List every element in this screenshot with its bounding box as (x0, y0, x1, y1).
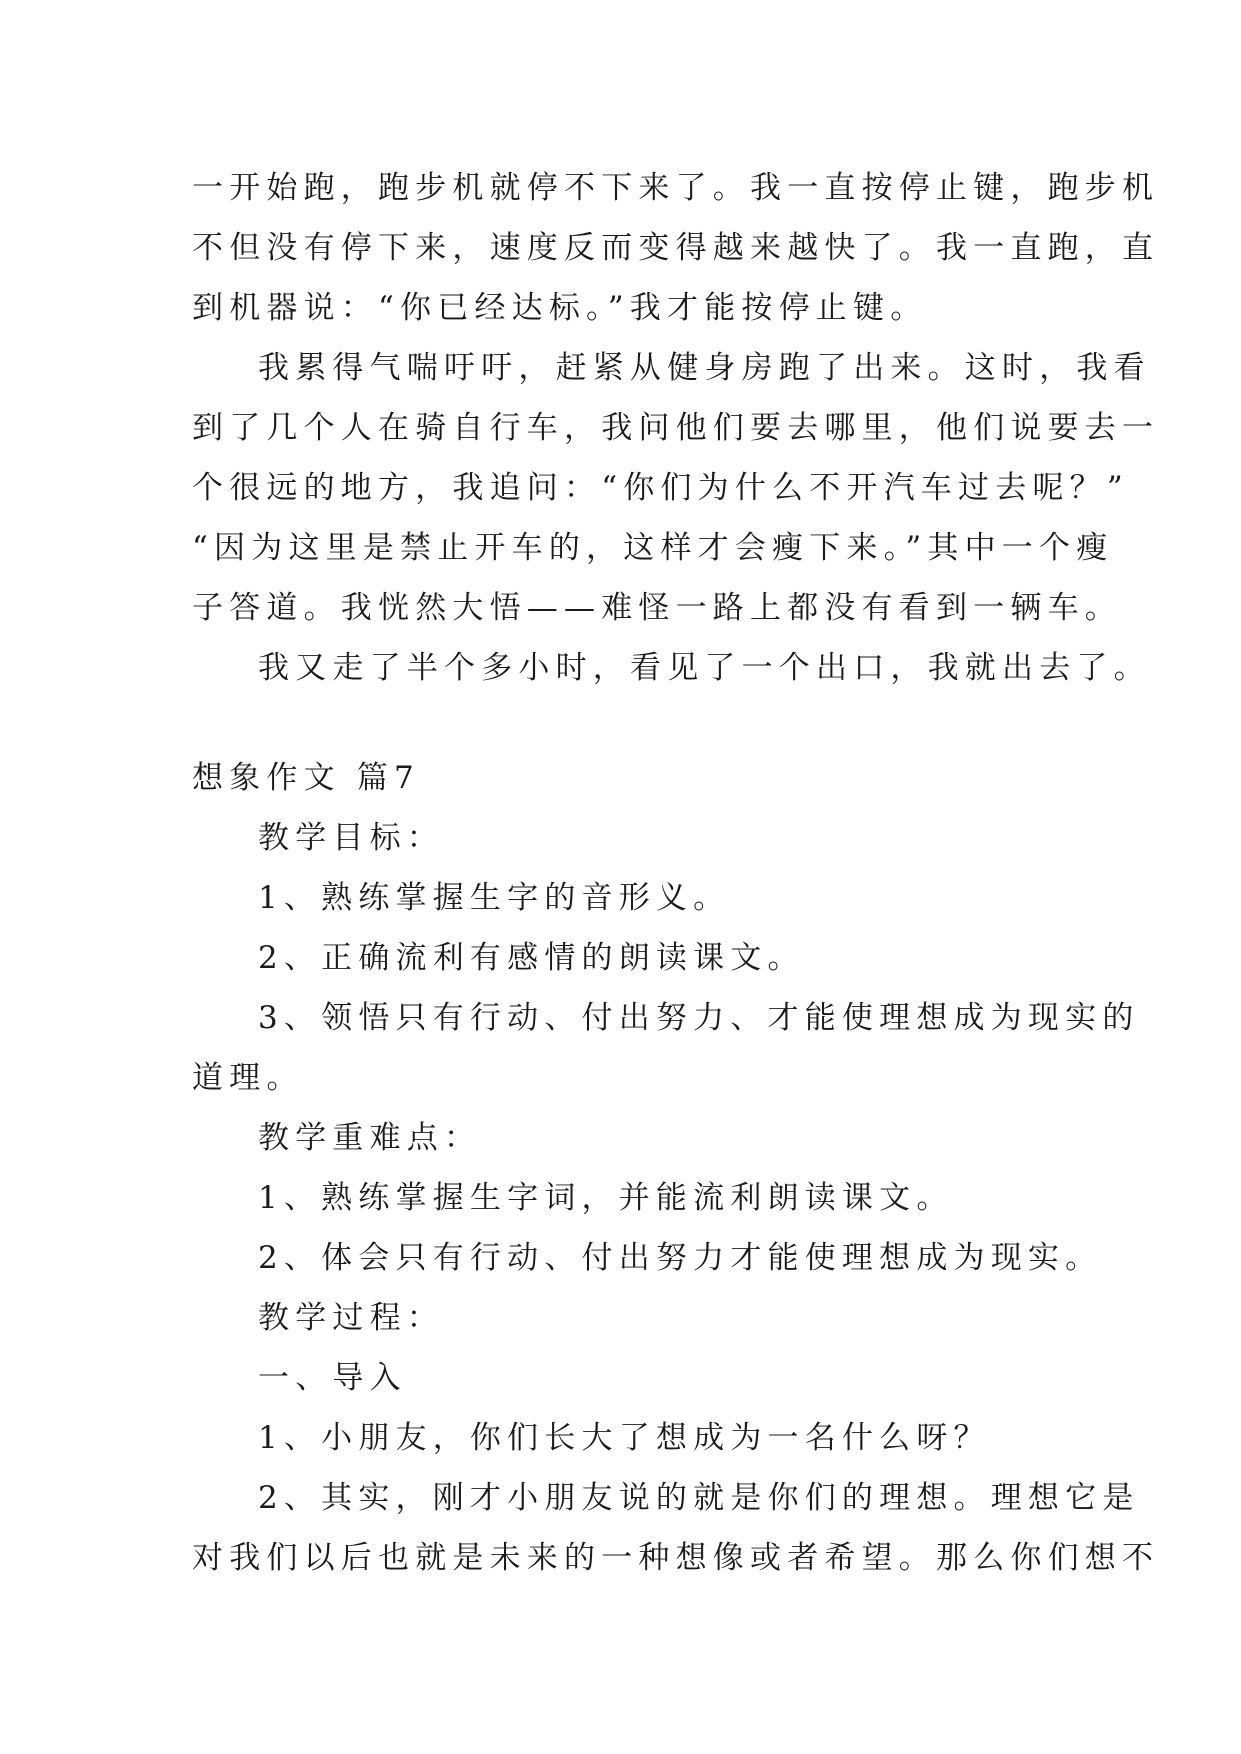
paragraph-line: 教学重难点： (258, 1120, 482, 1156)
paragraph-line: 道理。 (192, 1060, 304, 1096)
paragraph-line: 教学过程： (258, 1300, 444, 1336)
paragraph-line: 1、熟练掌握生字词，并能流利朗读课文。 (258, 1180, 954, 1216)
paragraph-line: 2、体会只有行动、付出努力才能使理想成为现实。 (258, 1240, 1103, 1276)
paragraph-line: 一开始跑，跑步机就停不下来了。我一直按停止键，跑步机 (192, 170, 1160, 206)
paragraph-line: 一、导入 (258, 1360, 407, 1396)
paragraph-line: 1、熟练掌握生字的音形义。 (258, 880, 731, 916)
paragraph-line: 个很远的地方，我追问：“你们为什么不开汽车过去呢？” (192, 470, 1129, 506)
paragraph-line: “因为这里是禁止开车的，这样才会瘦下来。”其中一个瘦 (192, 530, 1114, 566)
paragraph-line: 1、小朋友，你们长大了想成为一名什么呀？ (258, 1420, 991, 1456)
paragraph-line: 2、其实，刚才小朋友说的就是你们的理想。理想它是 (258, 1480, 1140, 1516)
paragraph-line: 不但没有停下来，速度反而变得越来越快了。我一直跑，直 (192, 230, 1160, 266)
paragraph-line: 到机器说：“你已经达标。”我才能按停止键。 (192, 290, 928, 326)
paragraph-line: 3、领悟只有行动、付出努力、才能使理想成为现实的 (258, 1000, 1140, 1036)
paragraph-line: 我累得气喘吁吁，赶紧从健身房跑了出来。这时，我看 (258, 350, 1151, 386)
paragraph-line: 对我们以后也就是未来的一种想像或者希望。那么你们想不 (192, 1540, 1160, 1576)
paragraph-line: 到了几个人在骑自行车，我问他们要去哪里，他们说要去一 (192, 410, 1160, 446)
paragraph-line: 教学目标： (258, 820, 444, 856)
section-heading: 想象作文 篇7 (192, 760, 420, 796)
paragraph-line: 2、正确流利有感情的朗读课文。 (258, 940, 805, 976)
paragraph-line: 我又走了半个多小时，看见了一个出口，我就出去了。 (258, 650, 1151, 686)
paragraph-line: 子答道。我恍然大悟——难怪一路上都没有看到一辆车。 (192, 590, 1122, 626)
